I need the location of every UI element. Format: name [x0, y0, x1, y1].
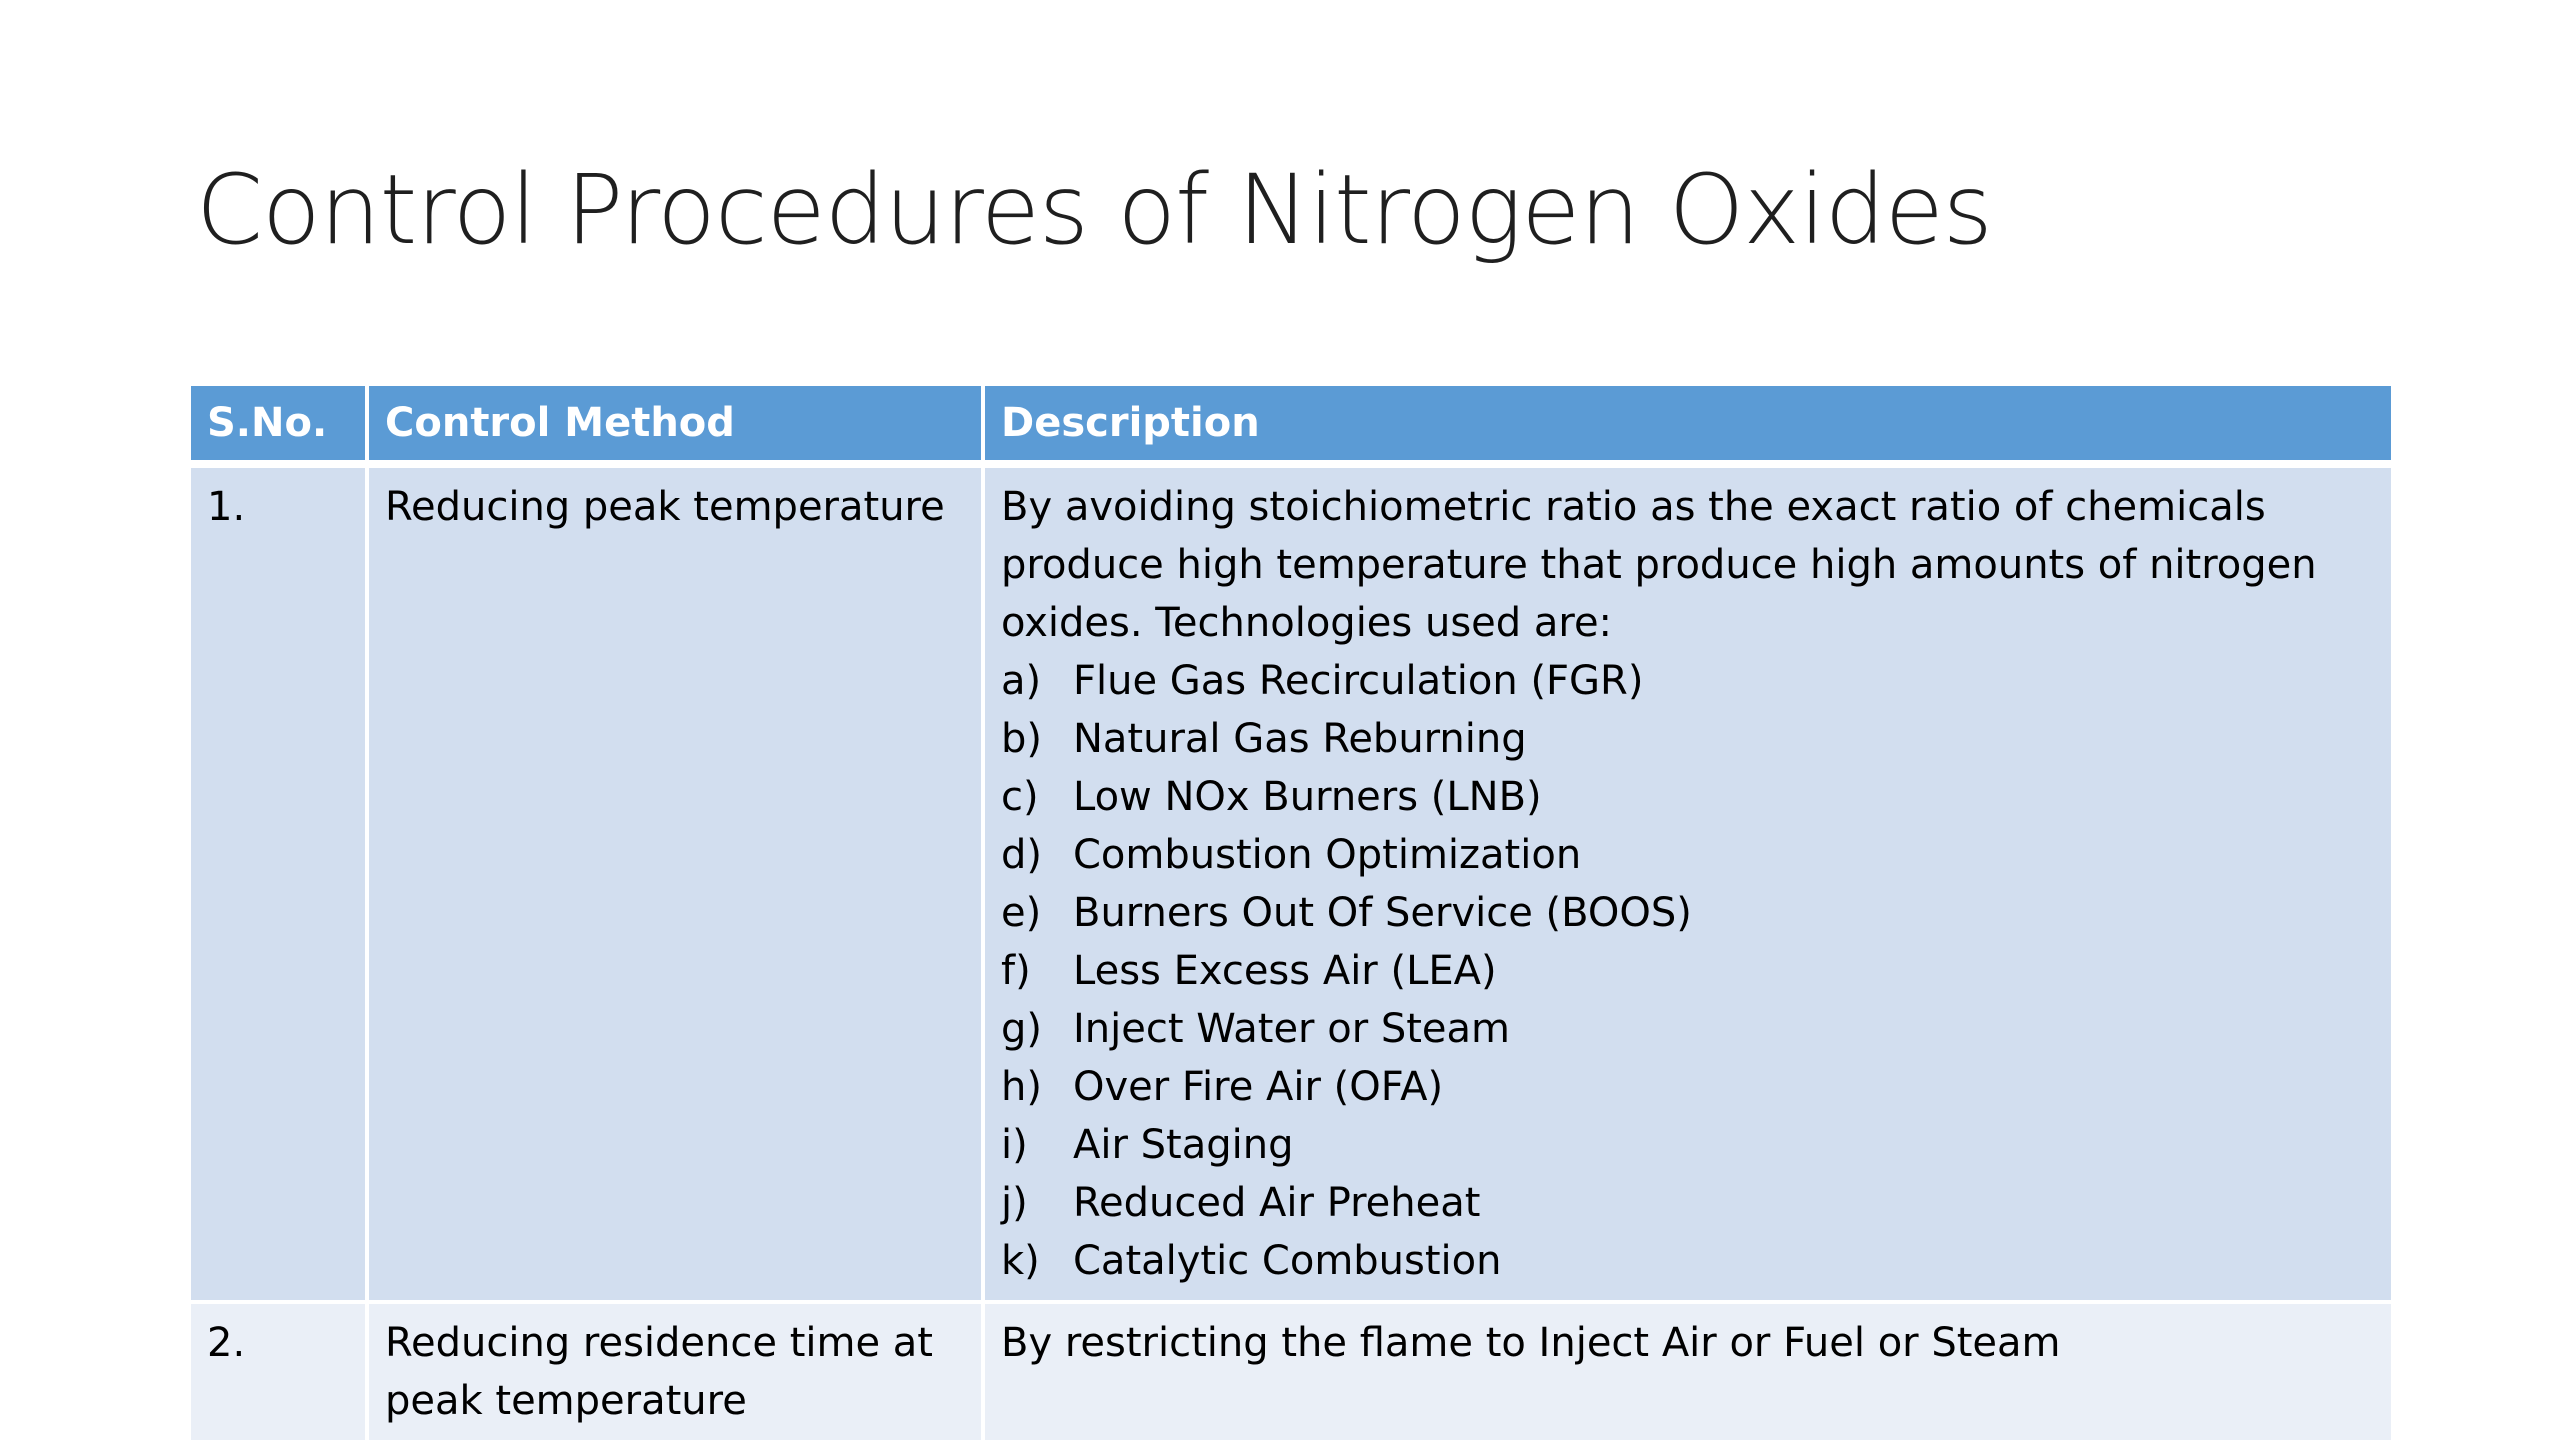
list-marker: k): [1001, 1238, 1040, 1284]
list-item-text: Reduced Air Preheat: [1073, 1180, 1481, 1226]
row-description-cell: [985, 468, 2391, 1304]
list-marker: j): [1001, 1180, 1028, 1226]
list-item: [1001, 826, 2375, 884]
list-item-text: Burners Out Of Service (BOOS): [1073, 890, 1692, 936]
list-item: [1001, 1000, 2375, 1058]
row-description: By avoiding stoichiometric ratio as the exact ratio of chemicals produce high temperature that produce high amounts of nitrogen oxides. Technologies used are:: [1001, 484, 2317, 646]
list-marker: a): [1001, 658, 1042, 704]
list-item: [1001, 652, 2375, 710]
list-item-text: Combustion Optimization: [1073, 832, 1582, 878]
list-item-text: Low NOx Burners (LNB): [1073, 774, 1542, 820]
list-item: [1001, 1232, 2375, 1290]
slide-title: Control Procedures of Nitrogen Oxides: [196, 154, 1992, 266]
header-description: Description: [985, 386, 2391, 468]
list-item: [1001, 1174, 2375, 1232]
list-item: [1001, 710, 2375, 768]
list-marker: i): [1001, 1122, 1028, 1168]
list-marker: f): [1001, 948, 1031, 994]
row-method: Reducing residence time at peak temperature: [369, 1304, 985, 1440]
row-sno: 1.: [191, 468, 369, 1304]
list-marker: h): [1001, 1064, 1042, 1110]
list-item: [1001, 1058, 2375, 1116]
list-marker: b): [1001, 716, 1042, 762]
list-item-text: Natural Gas Reburning: [1073, 716, 1527, 762]
list-item-text: Inject Water or Steam: [1073, 1006, 1511, 1052]
control-methods-table: [191, 386, 2391, 1440]
list-item: [1001, 768, 2375, 826]
table-row: [191, 468, 2391, 1304]
list-item-text: Catalytic Combustion: [1073, 1238, 1502, 1284]
header-control-method: Control Method: [369, 386, 985, 468]
row-description: By restricting the flame to Inject Air or Fuel or Steam: [985, 1304, 2391, 1440]
list-marker: g): [1001, 1006, 1042, 1052]
row-sno: 2.: [191, 1304, 369, 1440]
list-item: [1001, 884, 2375, 942]
list-item-text: Over Fire Air (OFA): [1073, 1064, 1444, 1110]
list-marker: c): [1001, 774, 1039, 820]
list-item: [1001, 1116, 2375, 1174]
table-row: [191, 1304, 2391, 1440]
technology-list: [1001, 652, 2375, 1290]
row-method: Reducing peak temperature: [369, 468, 985, 1304]
header-sno: S.No.: [191, 386, 369, 468]
list-item-text: Air Staging: [1073, 1122, 1294, 1168]
table-header-row: [191, 386, 2391, 468]
list-marker: d): [1001, 832, 1042, 878]
list-marker: e): [1001, 890, 1042, 936]
list-item: [1001, 942, 2375, 1000]
control-methods-table-container: [191, 386, 2391, 1440]
list-item-text: Less Excess Air (LEA): [1073, 948, 1497, 994]
list-item-text: Flue Gas Recirculation (FGR): [1073, 658, 1644, 704]
